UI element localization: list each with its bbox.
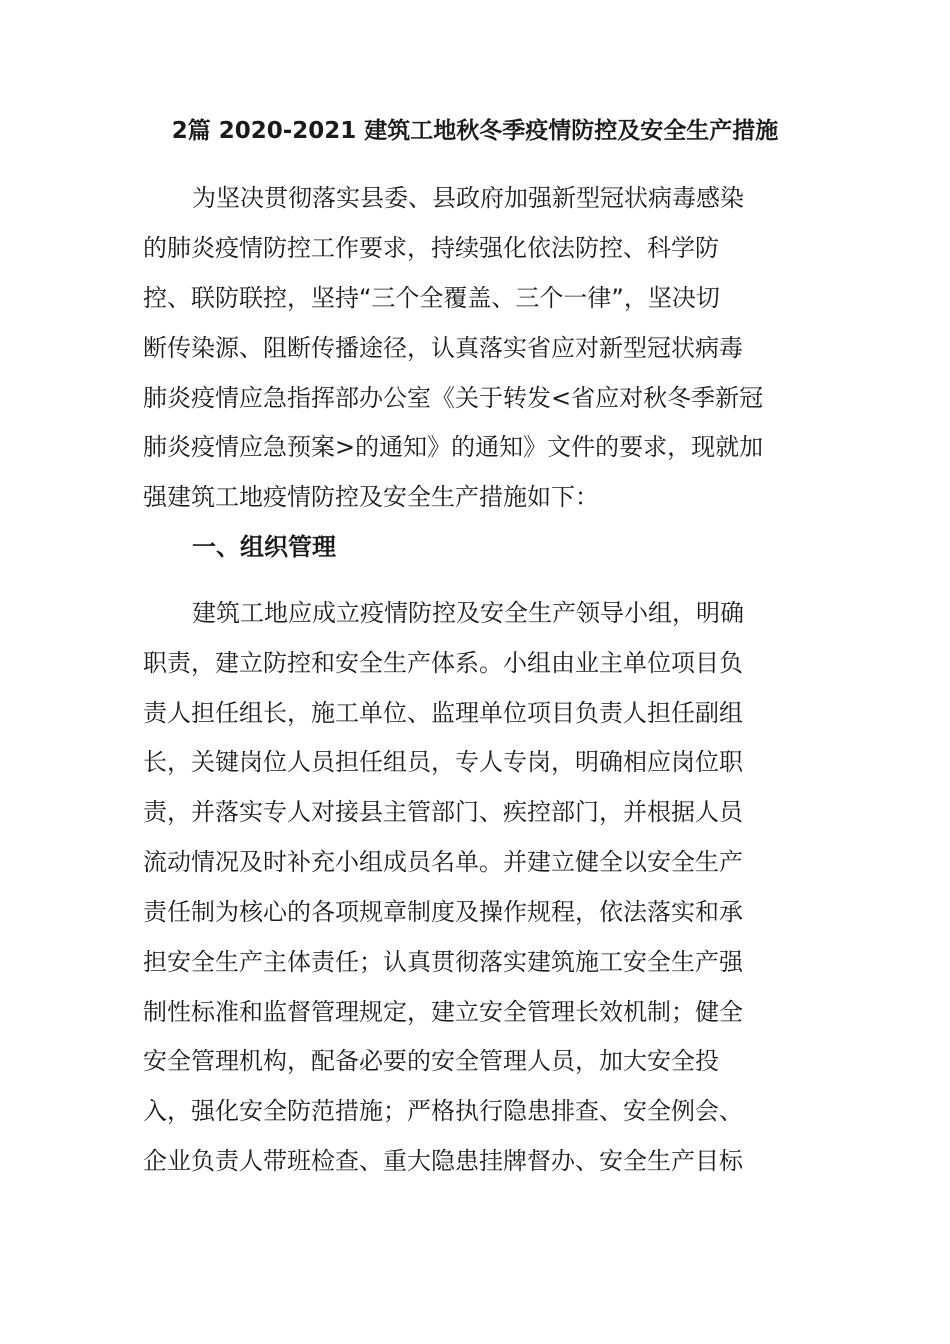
section-line: 责任制为核心的各项规章制度及操作规程，依法落实和承 — [143, 898, 743, 926]
intro-line: 强建筑工地疫情防控及安全生产措施如下： — [143, 483, 599, 511]
section-line: 担安全生产主体责任；认真贯彻落实建筑施工安全生产强 — [143, 948, 743, 976]
section-line: 流动情况及时补充小组成员名单。并建立健全以安全生产 — [143, 848, 743, 876]
intro-line: 肺炎疫情应急指挥部办公室《关于转发<省应对秋冬季新冠 — [143, 384, 764, 412]
section-line: 责，并落实专人对接县主管部门、疾控部门，并根据人员 — [143, 798, 743, 826]
section-line: 企业负责人带班检查、重大隐患挂牌督办、安全生产目标 — [143, 1147, 743, 1175]
section-line: 职责，建立防控和安全生产体系。小组由业主单位项目负 — [143, 649, 743, 677]
document-title: 2篇 2020-2021 建筑工地秋冬季疫情防控及安全生产措施 — [171, 118, 779, 144]
intro-line: 断传染源、阻断传播途径，认真落实省应对新型冠状病毒 — [143, 334, 743, 362]
intro-line: 的肺炎疫情防控工作要求，持续强化依法防控、科学防 — [143, 234, 719, 262]
section-line: 长，关键岗位人员担任组员，专人专岗，明确相应岗位职 — [143, 748, 743, 776]
section-line: 责人担任组长，施工单位、监理单位项目负责人担任副组 — [143, 699, 743, 727]
section-line: 入，强化安全防范措施；严格执行隐患排查、安全例会、 — [143, 1097, 743, 1125]
intro-line: 控、联防联控，坚持“三个全覆盖、三个一律”，坚决切 — [143, 284, 720, 312]
intro-line: 为坚决贯彻落实县委、县政府加强新型冠状病毒感染 — [192, 184, 744, 212]
section-line: 安全管理机构，配备必要的安全管理人员，加大安全投 — [143, 1047, 719, 1075]
section-heading: 一、组织管理 — [192, 533, 336, 561]
section-line: 建筑工地应成立疫情防控及安全生产领导小组，明确 — [192, 599, 744, 627]
section-line: 制性标准和监督管理规定，建立安全管理长效机制；健全 — [143, 998, 743, 1026]
intro-line: 肺炎疫情应急预案>的通知》的通知》文件的要求，现就加 — [143, 433, 764, 461]
